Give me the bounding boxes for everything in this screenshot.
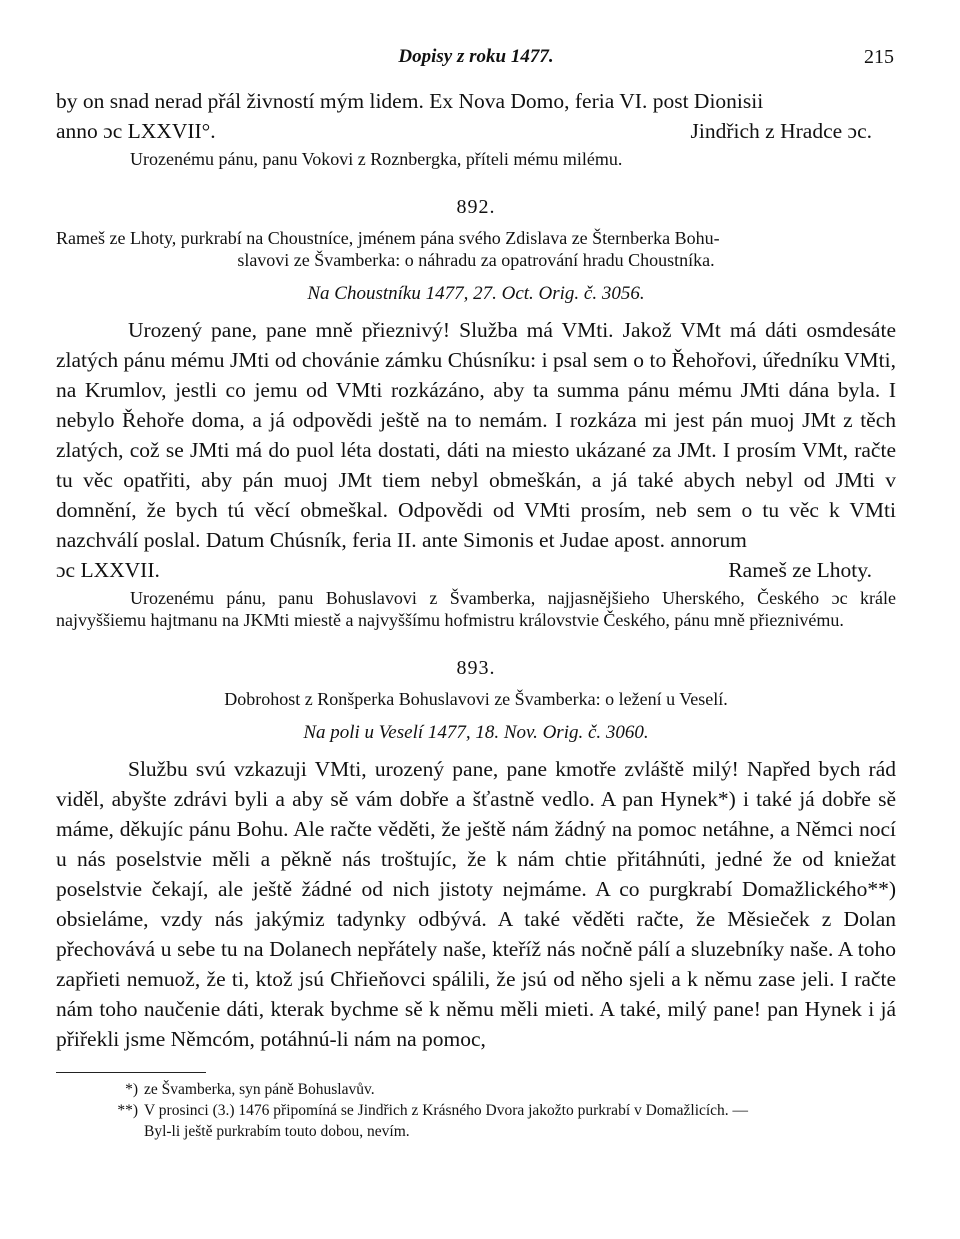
running-title: Dopisy z roku 1477. xyxy=(398,46,554,67)
footnote-1-text: ze Švamberka, syn páně Bohuslavův. xyxy=(144,1081,375,1098)
letter-892-signature: Rameš ze Lhoty. xyxy=(728,558,872,582)
page-number: 215 xyxy=(864,46,894,68)
letter-892-summary-line1: Rameš ze Lhoty, purkrabí na Choustníce, jménem pána svého Zdislava ze Šternberka Bohu- xyxy=(56,228,720,248)
continuation-text: by on snad nerad přál živností mým lidem. Ex Nova Domo, feria VI. post Dionisii xyxy=(56,89,764,113)
footnote-1 xyxy=(56,1079,896,1100)
letter-892-closing xyxy=(56,555,896,585)
letter-893-body: Službu svú vzkazuji VMti, urozený pane, pane kmotře zvláště milý! Napřed bych rád viděl, abyšte zdrávi byli a aby sě vám dobře a šťastně vedlo. A pan Hynek*) i také já dobře sě máme, děkujíc pánu Bohu. Ale račte věděti, že ještě nám žádný na pomoc netáhne, a Němci nocí u nás poselstvie měli a pěkně nás troštujíc, že k nám chtie přitáhnúti, jedné že od kniežat poselstvie čekají, ale ještě žádné od nich jistoty nejmáme. A co purgkrabí Domažlického**) obsieláme, vzdy nás jakýmiz tadynky odbývá. A také věděti račte, že Měsieček z Dolan přechovává u sebe tu na Dolanech nepřátely naše, kteříž nás nočně pálí a sluzebníky naše. A toho zapřieti nemuož, že ti, ktož jsú Chřieňovci spálili, že jsú od něho sjeli a k němu zase jeli. I račte nám toho naučenie dáti, kterak bychme sě k němu měli mieti. A také, milý pane! pan Hynek i já přiřekli jsme Němcóm, potáhnú-li nám na pomoc, xyxy=(56,757,896,1051)
footnote-2-continuation: Byl-li ještě purkrabím touto dobou, nevím. xyxy=(144,1123,410,1140)
letter-892-body: Urozený pane, pane mně přieznivý! Služba má VMti. Jakož VMt má dáti osmdesáte zlatých pánu mému JMti od chovánie zámku Chúsníku: i psal sem o to Řehořovi, úředníku VMti, na Krumlov, jestli co jemu od VMti rozkázáno, aby ta summa pánu mému JMti dána byla. I nebylo Řehoře doma, a já odpovědi ještě na to nemám. I rozkáza mi jest pán muoj JMt z těch zlatých, což se JMti má do puol léta dostati, dáti na miesto ukázané za JMt. I prosím VMt, račte tu věc opatřiti, aby pán muoj JMt tiem nebyl obmeškán, a já také abych nebyl od JMti v domnění, že bych tú věcí obmeškal. Odpovědi od VMti prosím, neb sem o tu věc k VMti nazchválí poslal. Datum Chúsník, feria II. ante Simonis et Judae apost. annorum xyxy=(56,318,896,552)
letter-892-summary-line2: slavovi ze Švamberka: o náhradu za opatrování hradu Choustníka. xyxy=(237,250,715,270)
page-header xyxy=(56,40,896,70)
letter-893-number: 893. xyxy=(456,657,496,679)
continuation-closing xyxy=(56,116,896,146)
letter-893-source: Na poli u Veselí 1477, 18. Nov. Orig. č. 3060. xyxy=(303,722,649,743)
footnotes xyxy=(56,1079,896,1142)
continuation-signature: Jindřich z Hradce ɔc. xyxy=(690,119,872,143)
letter-893-summary: Dobrohost z Ronšperka Bohuslavovi ze Švamberka: o ležení u Veselí. xyxy=(224,689,728,709)
footnote-2-mark: **) xyxy=(117,1102,138,1119)
footnote-2 xyxy=(56,1100,896,1121)
footnote-2-text: V prosinci (3.) 1476 připomíná se Jindřich z Krásného Dvora jakožto purkrabí v Domažlicích. — xyxy=(144,1102,749,1119)
continuation-address: Urozenému pánu, panu Vokovi z Roznbergka, příteli mému milému. xyxy=(130,149,623,169)
footnote-1-mark: *) xyxy=(125,1081,138,1098)
letter-892-address: Urozenému pánu, panu Bohuslavovi z Švamberka, najjasnějšieho Uherského, Českého ɔc krále najvyššiemu hajtmanu na JKMti miestě a najvyššímu hofmistru královstvie Českého, pánu mně přieznivému. xyxy=(56,588,896,630)
letter-892-date: ɔc LXXVII. xyxy=(56,558,160,582)
document-page xyxy=(56,40,896,1142)
letter-892-number: 892. xyxy=(456,196,496,218)
continuation-date: anno ɔc LXXVII°. xyxy=(56,119,216,143)
letter-892-source: Na Choustníku 1477, 27. Oct. Orig. č. 3056. xyxy=(307,283,645,304)
footnote-divider xyxy=(56,1072,206,1073)
